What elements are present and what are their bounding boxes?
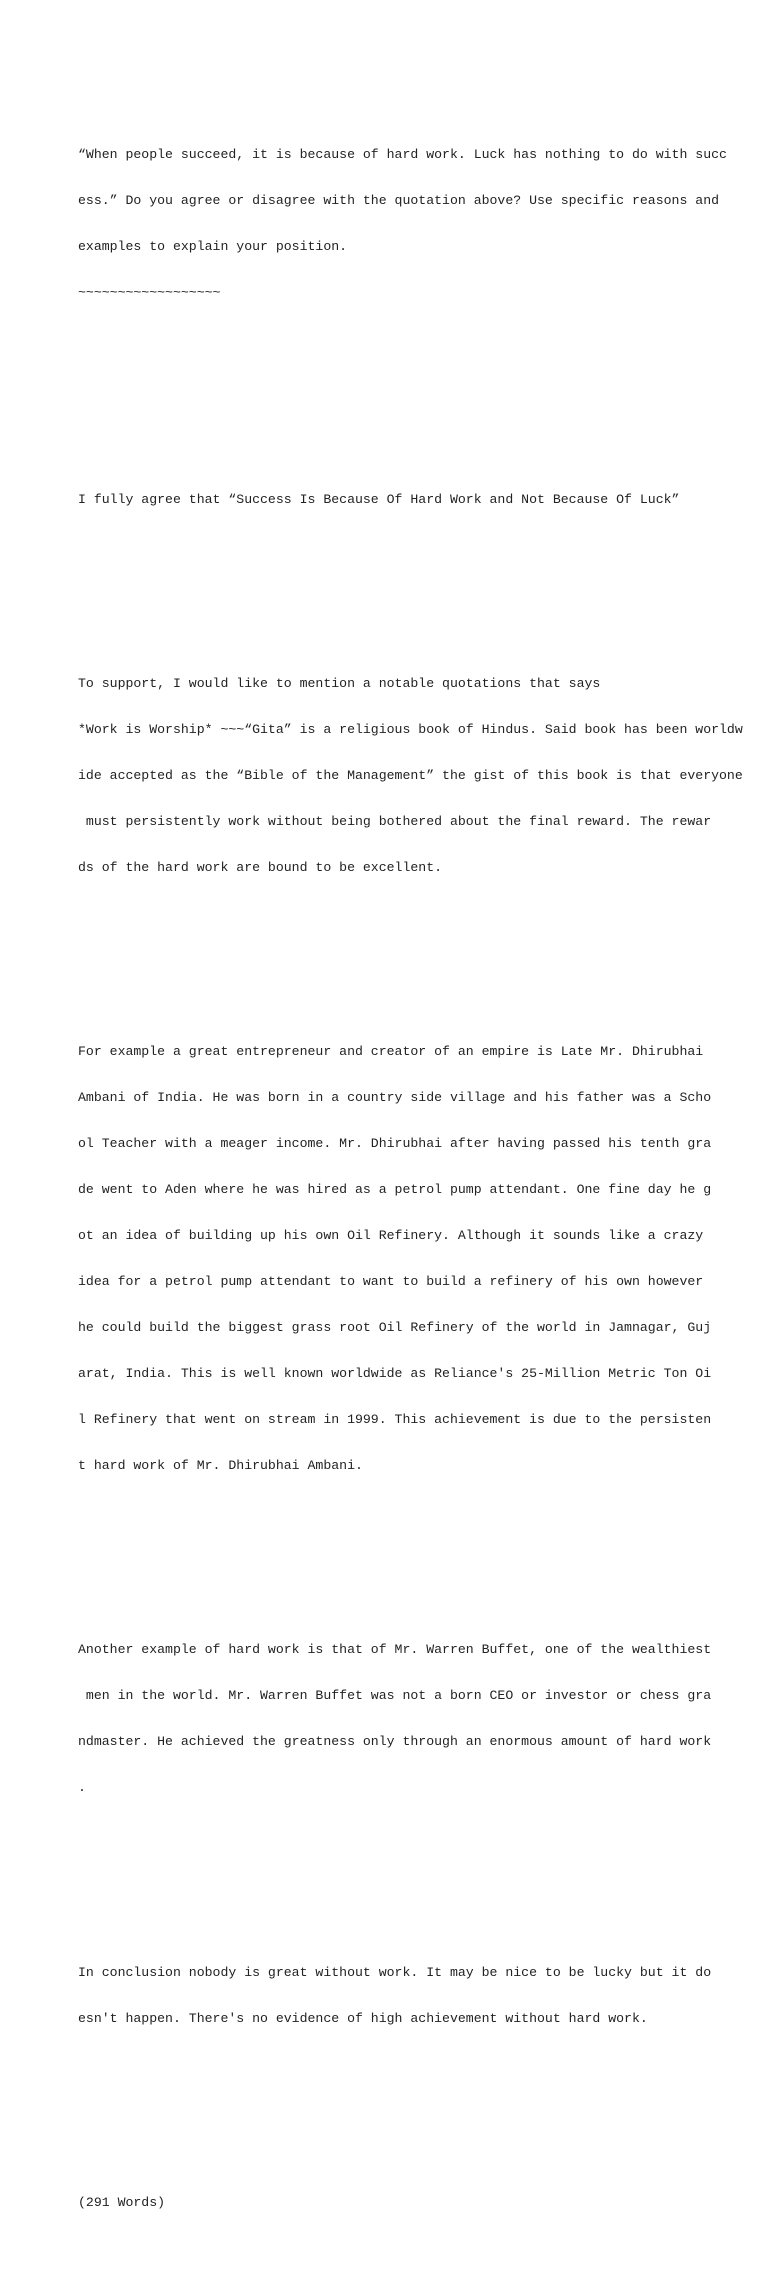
text-line: ds of the hard work are bound to be excellent. [78,859,443,875]
spacer [78,1873,758,1888]
text-line: l Refinery that went on stream in 1999. This achievement is due to the persisten [78,1412,712,1428]
text-line: For example a great entrepreneur and creator of an empire is Late Mr. Dhirubhai [78,1043,704,1059]
text-line: ndmaster. He achieved the greatness only through an enormous amount of hard work [78,1734,712,1750]
text-line: arat, India. This is well known worldwide as Reliance's 25-Million Metric Ton Oi [78,1366,712,1382]
thesis-statement [78,461,758,538]
text-line: he could build the biggest grass root Oil Refinery of the world in Jamnagar, Guj [78,1320,712,1336]
spacer [78,584,758,599]
text-line: (291 Words) [78,2194,166,2210]
text-line: examples to explain your position. [78,238,348,254]
text-line: esn't happen. There's no evidence of high achievement without hard work. [78,2010,648,2026]
text-line: men in the world. Mr. Warren Buffet was not a born CEO or investor or chess gra [78,1688,712,1704]
text-line: Ambani of India. He was born in a country side village and his father was a Scho [78,1090,712,1105]
spacer [78,952,758,967]
word-count [78,2164,758,2241]
example-paragraph-buffet [78,1612,758,1827]
text-line: ol Teacher with a meager income. Mr. Dhirubhai after having passed his tenth gra [78,1136,712,1152]
text-line: In conclusion nobody is great without work. It may be nice to be lucky but it do [78,1964,712,1980]
essay-text [78,70,758,2287]
text-line: *Work is Worship* ~~~“Gita” is a religious book of Hindus. Said book has been worldw [78,721,743,737]
text-line: “When people succeed, it is because of hard work. Luck has nothing to do with succ [78,146,727,162]
text-line: ess.” Do you agree or disagree with the quotation above? Use specific reasons and [78,192,720,208]
text-line: idea for a petrol pump attendant to want to build a refinery of his own however [78,1274,704,1290]
text-line: t hard work of Mr. Dhirubhai Ambani. [78,1458,363,1474]
text-line: ide accepted as the “Bible of the Management” the gist of this book is that everyone [78,767,743,783]
text-line: Another example of hard work is that of Mr. Warren Buffet, one of the wealthiest [78,1642,712,1658]
spacer [78,1550,758,1565]
conclusion-paragraph [78,1934,758,2057]
text-line: I fully agree that “Success Is Because Of Hard Work and Not Because Of Luck” [78,491,680,507]
essay-prompt [78,116,758,331]
text-line: . [78,1780,86,1796]
spacer [78,377,758,415]
text-line: ot an idea of building up his own Oil Refinery. Although it sounds like a crazy [78,1228,704,1244]
example-paragraph-ambani [78,1013,758,1504]
support-paragraph [78,645,758,906]
spacer [78,2103,758,2118]
text-line: de went to Aden where he was hired as a petrol pump attendant. One fine day he g [78,1182,712,1198]
text-line: must persistently work without being bothered about the final reward. The rewar [78,813,712,829]
tilde-divider: ~~~~~~~~~~~~~~~~~~ [78,284,221,300]
text-line: To support, I would like to mention a notable quotations that says [78,675,601,691]
